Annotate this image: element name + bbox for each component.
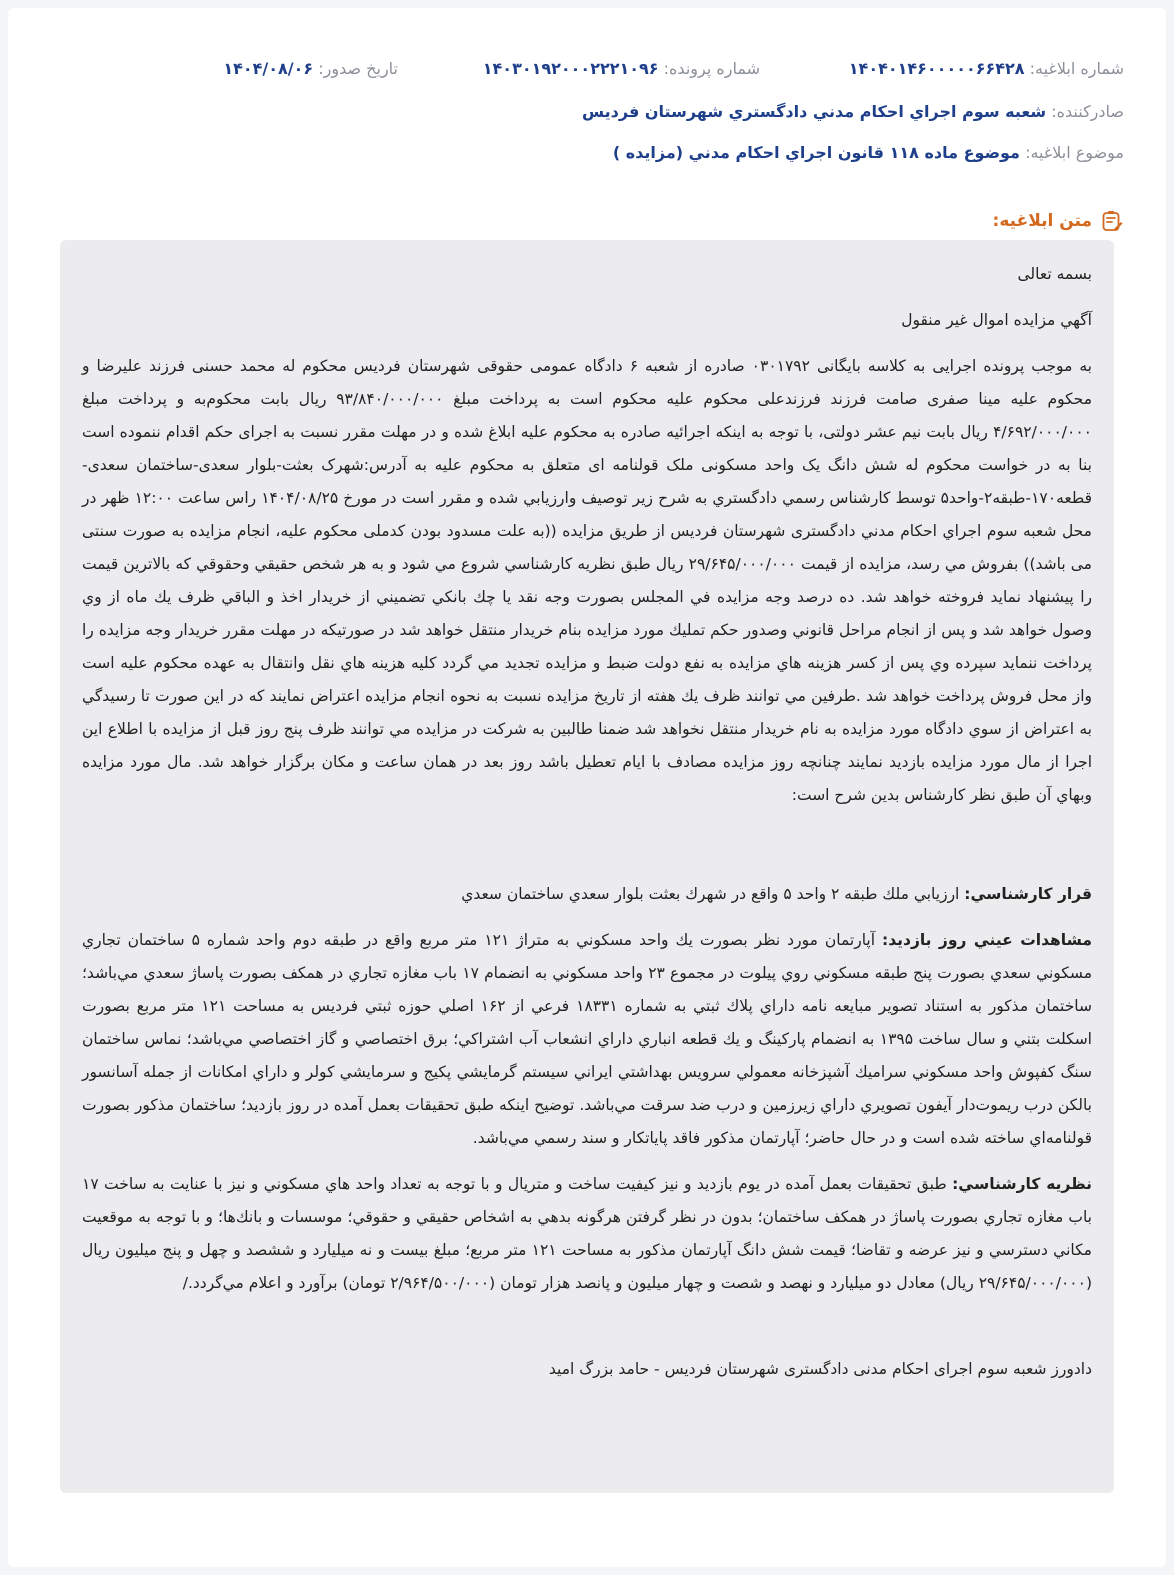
spacer — [82, 1313, 1092, 1353]
spacer — [82, 825, 1092, 878]
section-title — [993, 204, 1124, 238]
notice-number-value: ۱۴۰۴۰۱۴۶۰۰۰۰۰۶۶۴۲۸ — [848, 59, 1025, 78]
expert-opinion — [82, 1168, 1092, 1300]
expert-opinion-label: نظريه كارشناسي: — [952, 1175, 1093, 1193]
notice-card — [8, 8, 1166, 1567]
document-edit-icon — [1100, 209, 1124, 233]
observations-text: آپارتمان مورد نظر بصورت يك واحد مسكوني به متراژ ۱۲۱ متر مربع واقع در طبقه دوم واحد شماره ۵ ساختمان تجاري مسكوني سعدي بصورت پنج طبقه مسكوني روي پيلوت در مجموع ۲۳ واحد مسكوني به انضمام ۱۷ باب مغازه تجاري در همكف بصورت پاساژ سعدي مي‌باشد؛ ساختمان مذكور به استناد تصوير مبايعه نامه داراي پلاك ثبتي به شماره ۱۸۳۳۱ فرعي از ۱۶۲ اصلي حوزه ثبتي فرديس به مساحت ۱۲۱ متر مربع بصورت اسكلت بتني و سال ساخت ۱۳۹۵ به انضمام پاركينگ و يك قطعه انباري داراي انشعاب آب اشتراكي؛ برق اختصاصي و گاز اختصاصي مي‌باشد؛ نماس ساختمان سنگ كفپوش واحد مسكوني سراميك آشپزخانه معمولي سرويس بهداشتي ايراني سيستم گرمايشي پكيج و سرمايشي كولر و داراي امكانات از جمله آسانسور بالكن درب ريموت‌دار آيفون تصويري داراي زيرزمين و درب ضد سرقت مي‌باشد. توضيح اينكه طبق تحقيقات بعمل آمده در روز بازديد؛ ساختمان مذكور بصورت قولنامه‌اي ساخته شده است و در حال حاضر؛ آپارتمان مذكور فاقد پاياتكار و سند رسمي مي‌باشد. — [82, 931, 1092, 1147]
expert-decision — [82, 878, 1092, 911]
subject-value: موضوع ماده ۱۱۸ قانون اجراي احكام مدني (مزايده ) — [612, 143, 1020, 162]
expert-decision-label: قرار كارشناسي: — [964, 885, 1092, 903]
notice-body — [60, 240, 1114, 1493]
case-number-value: ۱۴۰۳۰۱۹۲۰۰۰۲۲۲۱۰۹۶ — [482, 59, 659, 78]
issue-date-label: تاريخ صدور: — [318, 59, 398, 78]
header-row-subject — [48, 138, 1124, 168]
subject-label: موضوع ابلاغيه: — [1025, 143, 1124, 162]
section-title-text: متن ابلاغيه: — [992, 211, 1092, 231]
issuer — [582, 97, 1124, 127]
issue-date-value: ۱۴۰۴/۰۸/۰۶ — [223, 59, 314, 78]
expert-opinion-text: طبق تحقيقات بعمل آمده در يوم بازديد و نيز كيفيت ساخت و متريال و با توجه به تعداد واحد هاي مسكوني و نيز با عنايت به ساخت ۱۷ باب مغازه تجاري بصورت پاساژ در همكف ساختمان؛ بدون در نظر گرفتن هرگونه بدهي به اشخاص حقيقي و حقوقي؛ موسسات و بانك‌ها؛ و با توجه به موقعيت مكاني دسترسي و نيز عرضه و تقاضا؛ قيمت شش دانگ آپارتمان مذكور به مساحت ۱۲۱ متر مربع؛ مبلغ بيست و نه ميليارد و ششصد و چهل و پنج ميليون ريال (۲۹/۶۴۵/۰۰۰/۰۰۰ ريال) معادل دو ميليارد و نهصد و شصت و چهار ميليون و پانصد هزار تومان (۲/۹۶۴/۵۰۰/۰۰۰ تومان) برآورد و اعلام مي‌گردد./ — [82, 1175, 1092, 1292]
header-row-issuer — [48, 97, 1124, 127]
case-number-label: شماره پرونده: — [663, 59, 760, 78]
salutation: بسمه تعالی — [1017, 265, 1092, 283]
observations — [82, 924, 1092, 1155]
case-number — [483, 54, 760, 84]
issuer-value: شعبه سوم اجراي احكام مدني دادگستري شهرستان فرديس — [582, 102, 1047, 121]
main-paragraph: به موجب پرونده اجرايی به كلاسه بايگانی ۰۳۰۱۷۹۲ صادره از شعبه ۶ دادگاه عمومی حقوقی شهرستان فرديس محكوم له محمد حسنی فرزند عليرضا و محكوم عليه مينا صفری صامت فرزند فرزندعلی محكوم عليه محكوم است به پرداخت مبلغ ۹۳/۸۴۰/۰۰۰/۰۰۰ ريال بابت محكوم‌به و پرداخت مبلغ ۴/۶۹۲/۰۰۰/۰۰۰ ريال بابت نيم عشر دولتی، با توجه به اينكه اجرائيه صادره به محكوم عليه ابلاغ شده و در مهلت مقرر نسبت به اجرای حكم اقدام ننموده است بنا به در خواست محكوم له شش دانگ يک واحد مسكونی ملک قولنامه ای متعلق به محكوم عليه به آدرس:شهرک بعثت-بلوار سعدی-ساختمان سعدی-قطعه۱۷۰-طبقه۲-واحد۵ توسط كارشناس رسمي دادگستري به شرح زير توصيف وارزيابي شده و مقرر است در مورخ ۱۴۰۴/۰۸/۲۵ راس ساعت ۱۲:۰۰ ظهر در محل شعبه سوم اجراي احكام مدني دادگستری شهرستان فرديس از طريق مزايده ((به علت مسدود بودن كدملی محكوم عليه، انجام مزايده به صورت سنتی می باشد)) بفروش مي رسد، مزايده از قيمت ۲۹/۶۴۵/۰۰۰/۰۰۰ ريال طبق نظريه كارشناسي شروع مي شود و به هر شخص حقيقي وحقوقي كه بالاترين قيمت را پيشنهاد نمايد فروخته خواهد شد. ده درصد وجه مزايده في المجلس بصورت وجه نقد يا چك بانكي تضميني از خريدار اخذ و الباقي ظرف يك ماه از وي وصول خواهد شد و پس از انجام مراحل قانوني وصدور حكم تمليك مورد مزايده بنام خريدار منتقل خواهد شد در صورتيكه در مهلت مقرر خريدار وجه مزايده را پرداخت ننمايد سپرده وي پس از كسر هزينه هاي مزايده به نفع دولت ضبط و مزايده تجديد مي گردد كليه هزينه هاي نقل وانتقال به عهده محكوم عليه است واز محل فروش پرداخت خواهد شد .طرفين مي توانند ظرف يك هفته از تاريخ مزايده نسبت به نحوه انجام مزايده اعتراض نمايند كه در اين صورت تا رسيدگي به اعتراض از سوي دادگاه مورد مزايده به نام خريدار منتقل نخواهد شد ضمنا طالبين به شركت در مزايده مي توانند ظرف پنج روز قبل از مزايده با اطلاع اين اجرا از مال مورد مزايده بازديد نمايند چنانچه روز مزايده مصادف با ايام تعطيل باشد روز بعد در همان ساعت و مكان برگزار خواهد شد. مال مورد مزايده وبهاي آن طبق نظر كارشناس بدين شرح است: — [82, 357, 1093, 804]
expert-decision-text: ارزيابي ملك طبقه ۲ واحد ۵ واقع در شهرك بعثت بلوار سعدي ساختمان سعدي — [461, 885, 965, 903]
issuer-label: صادرکننده: — [1051, 102, 1124, 121]
header-row-ids — [48, 54, 1124, 84]
subject — [613, 138, 1124, 168]
notice-number-label: شماره ابلاغيه: — [1029, 59, 1124, 78]
signature: دادورز شعبه سوم اجرای احكام مدنی دادگستری شهرستان فرديس - حامد بزرگ اميد — [548, 1360, 1092, 1378]
issue-date — [223, 54, 398, 84]
notice-number — [849, 54, 1124, 84]
ad-title: آگهي مزايده اموال غير منقول — [901, 311, 1092, 329]
observations-label: مشاهدات عيني روز بازديد: — [882, 931, 1092, 949]
